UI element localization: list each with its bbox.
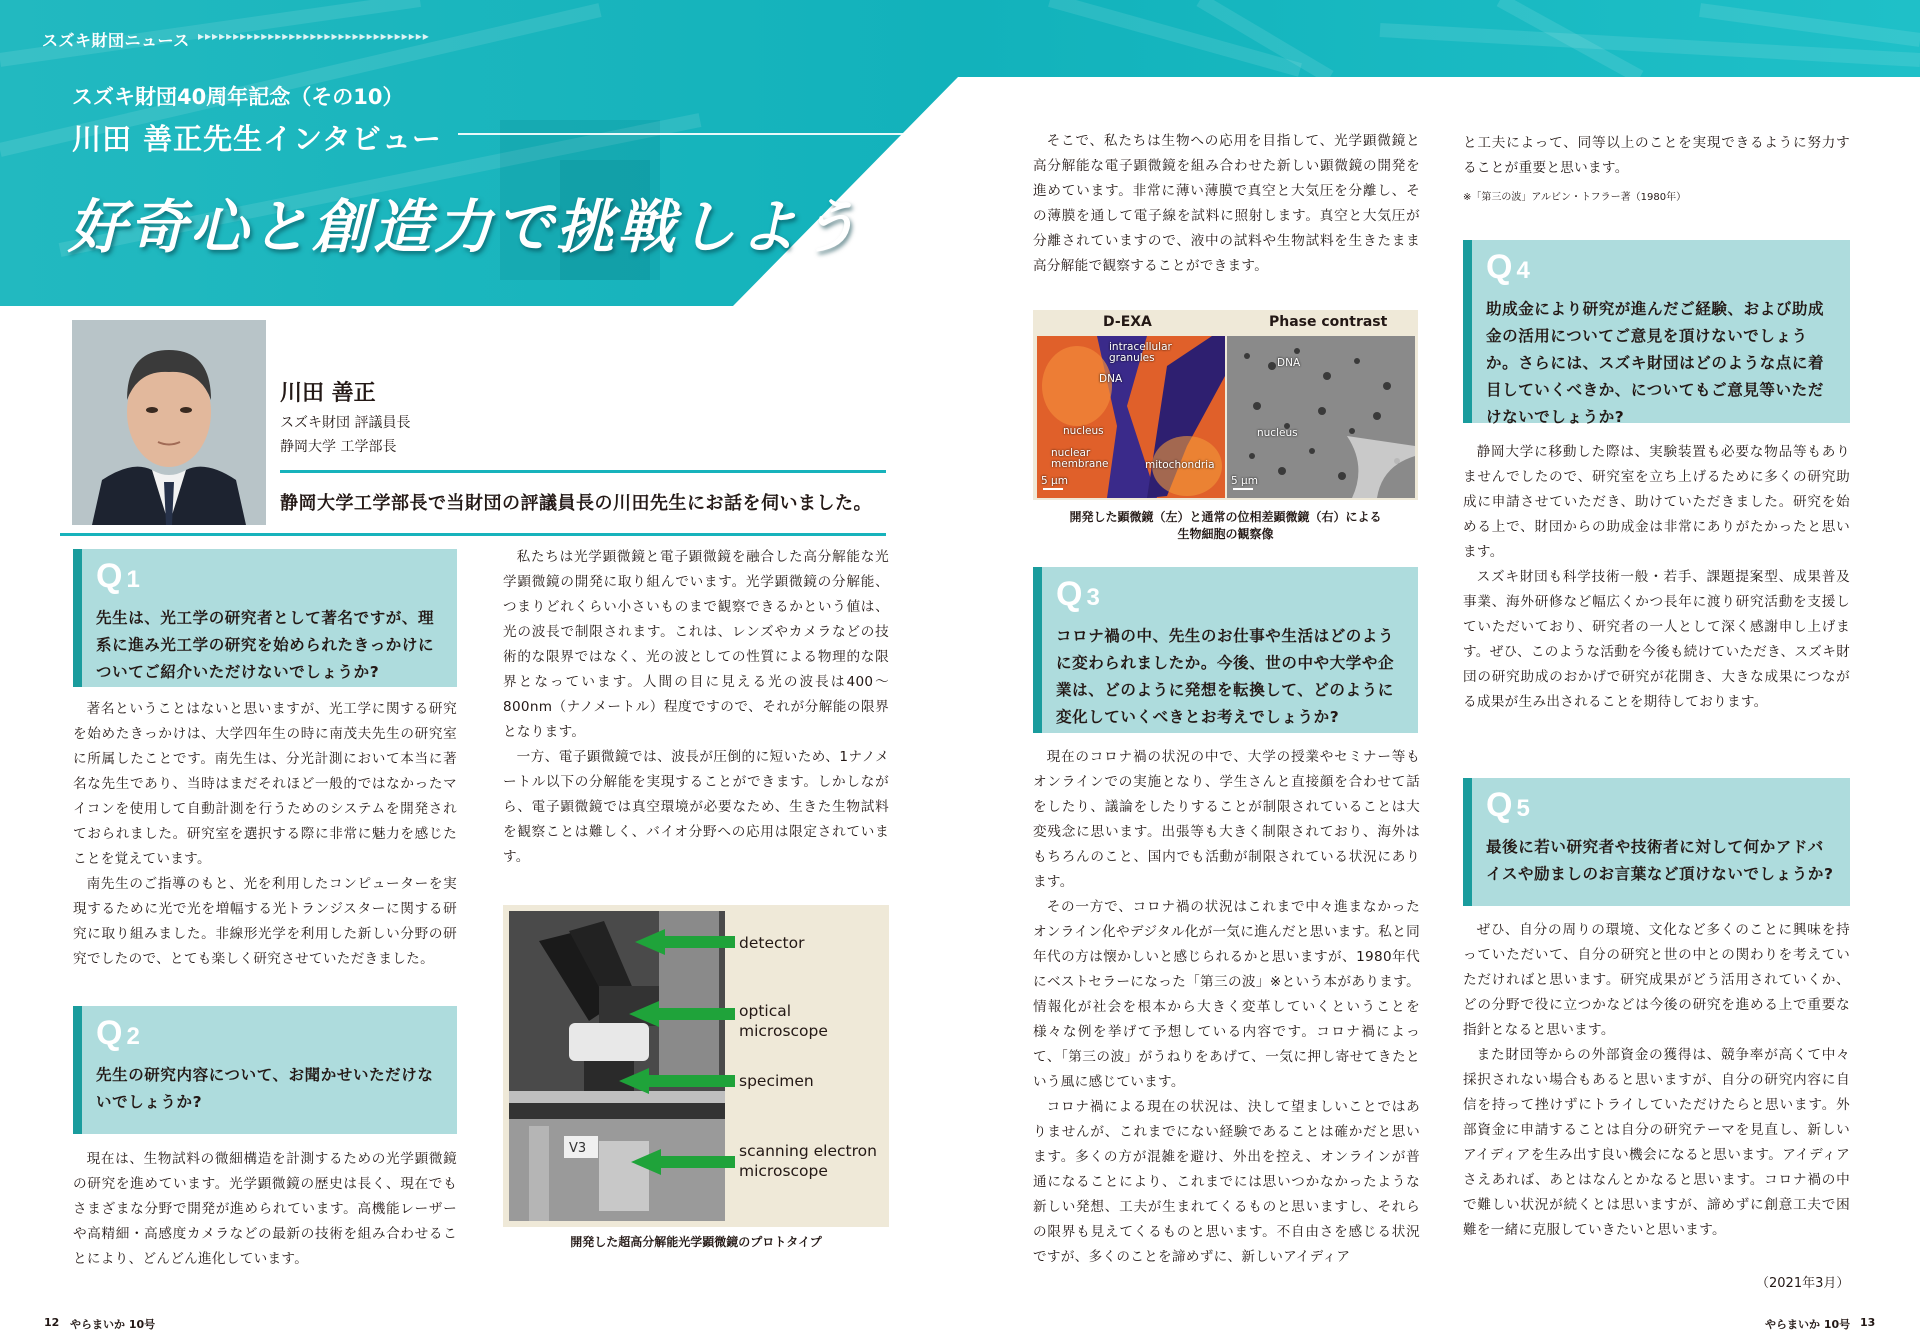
left-magazine-name: やらまいか 10号	[70, 1318, 156, 1331]
phase-contrast-panel	[1227, 336, 1415, 498]
cell-images-figure	[1033, 310, 1418, 500]
answer-1	[73, 697, 457, 972]
panel-title-left: D-EXA	[1103, 314, 1152, 330]
annotation-mitochondria: mitochondria	[1145, 459, 1215, 471]
question-letter: Q	[96, 557, 123, 595]
section-label: スズキ財団ニュース	[42, 31, 190, 50]
answer-paragraph: コロナ禍による現在の状況は、決して望ましいことではありませんが、これまでにない経験であることは確かだと思います。多くの方が混雑を避け、外出を控え、オンラインが普通になることにより、これまでには思いつかなかったような新しい発想、工夫が生まれてくるものと思いますし、それらの限界も見えてくるものと思います。不自由さを感じる状況ですが、多くのことを諦めずに、新しいアイディア	[1033, 1099, 1420, 1265]
answer-4	[1463, 440, 1850, 715]
answer-2-part-2	[503, 545, 889, 870]
interviewee-name: 川田 善正	[280, 381, 376, 406]
microscope-caption: 開発した超高分解能光学顕微鏡のプロトタイプ	[570, 1235, 822, 1249]
question-letter: Q	[1486, 248, 1513, 286]
divider-rule	[280, 470, 886, 473]
arrow-detector-icon	[635, 929, 735, 955]
question-letter: Q	[1056, 575, 1083, 613]
annotation-dna: DNA	[1099, 373, 1123, 385]
question-digit: 1	[126, 566, 140, 593]
question-box-4	[1463, 240, 1850, 426]
answer-paragraph: ぜひ、自分の周りの環境、文化など多くのことに興味を持っていただいて、自分の研究と世の中との関わりを考えていただければと思います。研究成果がどう活用されていくか、どの分野で役に立つかなどは今後の研究を進める上で重要な指針となると思います。	[1463, 922, 1850, 1038]
question-text: 助成金により研究が進んだご経験、および助成金の活用についてご意見を頂けないでしょうか。さらには、スズキ財団はどのような点に着目していくべきか、についてもご意見等いただけないでしょうか?	[1486, 300, 1825, 426]
question-digit: 3	[1086, 584, 1100, 611]
interview-date: （2021年3月）	[1756, 1276, 1850, 1291]
question-number	[1056, 575, 1404, 617]
annotation-nuclear-membrane: nuclear membrane	[1051, 447, 1109, 470]
dexa-panel	[1037, 336, 1225, 498]
answer-paragraph: 南先生のご指導のもと、光を利用したコンピューターを実現するために光で光を増幅する光トランジスターに関する研究に取り組みました。非線形光学を利用した新しい分野の研究でしたので、とても楽しく研究させていただきました。	[73, 876, 457, 967]
question-digit: 2	[126, 1023, 140, 1050]
answer-paragraph: 一方、電子顕微鏡では、波長が圧倒的に短いため、1ナノメートル以下の分解能を実現することができます。しかしながら、電子顕微鏡では真空環境が必要なため、生きた生物試料を観察ことは難しく、バイオ分野への応用は限定されています。	[503, 749, 889, 865]
question-text: 先生の研究内容について、お聞かせいただけないでしょうか?	[96, 1066, 434, 1111]
annotation-nucleus: nucleus	[1257, 427, 1298, 439]
article-subtitle: 川田 善正先生インタビュー	[72, 122, 442, 156]
answer-paragraph: 現在のコロナ禍の状況の中で、大学の授業やセミナー等もオンラインでの実施となり、学生さんと直接顔を合わせて話をしたり、議論をしたりすることが制限されていることは大変残念に思います。出張等も大きく制限されており、海外はもちろんのこと、国内でも活動が制限されている状況にあります。	[1033, 749, 1420, 890]
answer-3-part-2	[1463, 131, 1850, 181]
answer-paragraph: 静岡大学に移動した際は、実験装置も必要な物品等もありませんでしたので、研究室を立ち上げるために多くの研究助成に申請させていただき、助けていただきました。研究を始める上で、財団からの助成金は非常にありがたかったと思います。	[1463, 444, 1850, 560]
arrow-optical-icon	[629, 1001, 735, 1027]
annotation-granules: intracellular granules	[1109, 341, 1172, 364]
question-box-1	[73, 549, 457, 687]
answer-2-part-1	[73, 1147, 457, 1272]
question-digit: 5	[1516, 795, 1530, 822]
scale-bar-label: 5 μm	[1041, 475, 1068, 487]
label-optical-microscope: optical microscope	[739, 1002, 828, 1040]
answer-3-part-1	[1033, 745, 1420, 1270]
cell-images-caption-line-1: 開発した顕微鏡（左）と通常の位相差顕微鏡（右）による	[1069, 510, 1382, 524]
question-text: 先生は、光工学の研究者として著名ですが、理系に進み光工学の研究を始められたきっかけについてご紹介いただけないでしょうか?	[96, 609, 435, 681]
answer-paragraph: 現在は、生物試料の微細構造を計測するための光学顕微鏡の研究を進めています。光学顕微鏡の歴史は長く、現在でもさまざまな分野で開発が進められています。高機能レーザーや高精細・高感度カメラなどの最新の技術を組み合わせることにより、どんどん進化しています。	[73, 1151, 457, 1267]
answer-paragraph: 著名ということはないと思いますが、光工学に関する研究を始めたきっかけは、大学四年生の時に南茂夫先生の研究室に所属したことです。南先生は、分光計測において本当に著名な先生であり、当時はまだそれほど一般的ではなかったマイコンを使用して自動計測を行うためのシステムを開発されておられました。研究室を選択する際に非常に魅力を感じたことを覚えています。	[73, 701, 457, 867]
question-box-5	[1463, 778, 1850, 906]
article-kicker: スズキ財団40周年記念（その10）	[72, 85, 404, 109]
question-text: コロナ禍の中、先生のお仕事や生活はどのように変わられましたか。今後、世の中や大学や企業は、どのように発想を転換して、どのように変化していくべきとお考えでしょうか?	[1056, 627, 1395, 726]
subtitle-rule	[458, 133, 913, 135]
left-page-number: 12	[44, 1316, 60, 1329]
answer-paragraph: また財団等からの外部資金の獲得は、競争率が高くて中々採択されない場合もあると思いますが、自分の研究内容に自信を持って挫けずにトライしていただけたらと思います。外部資金に申請することは自分の研究テーマを見直し、新しいアイディアを生み出す良い機会になると思います。アイディアさえあれば、あとはなんとかなると思います。コロナ禍の中で難しい状況が続くとは思いますが、諦めずに創意工夫で困難を一緒に克服していきたいと思います。	[1463, 1047, 1850, 1238]
question-text: 最後に若い研究者や技術者に対して何かアドバイスや励ましのお言葉など頂けないでしょうか?	[1486, 838, 1834, 883]
interviewee-role: スズキ財団 評議員長	[280, 415, 411, 431]
question-box-2	[73, 1006, 457, 1134]
phase-contrast-image	[1227, 336, 1415, 498]
answer-paragraph: その一方で、コロナ禍の状況はこれまで中々進まなかったオンライン化やデジタル化が一気に進んだと思います。私と同年代の方は懐かしいと感じられるかと思いますが、1980年代にベストセラーになった「第三の波」※という本があります。情報化が社会を根本から大きく変革していくということを様々な例を挙げて予想している内容です。コロナ禍によって、「第三の波」がうねりをあげて、一気に押し寄せてきたという風に感じています。	[1033, 899, 1420, 1090]
footnote: ※「第三の波」アルビン・トフラー著（1980年）	[1463, 192, 1687, 203]
answer-paragraph: と工夫によって、同等以上のことを実現できるように努力することが重要と思います。	[1463, 135, 1850, 176]
question-letter: Q	[96, 1014, 123, 1052]
article-headline: 好奇心と創造力で挑戦しよう	[68, 193, 862, 261]
question-number	[1486, 248, 1836, 290]
right-page-number: 13	[1860, 1316, 1876, 1329]
divider-rule	[60, 533, 886, 536]
label-detector: detector	[739, 934, 805, 952]
answer-paragraph: スズキ財団も科学技術一般・若手、課題提案型、成果普及事業、海外研修など幅広くかつ長年に渡り研究活動を支援していただいており、研究者の一人として深く感謝申し上げます。ぜひ、このような活動を今後も続けていただき、スズキ財団の研究助成のおかげで研究が花開き、大きな成果につながる成果が生み出されることを期待しております。	[1463, 569, 1850, 710]
label-specimen: specimen	[739, 1072, 814, 1090]
question-letter: Q	[1486, 786, 1513, 824]
section-arrow-decoration: ▸▸▸▸▸▸▸▸▸▸▸▸▸▸▸▸▸▸▸▸▸▸▸▸▸▸▸▸▸▸▸▸▸	[198, 29, 430, 43]
lead-text: 静岡大学工学部長で当財団の評議員長の川田先生にお話を伺いました。	[280, 493, 872, 514]
portrait-photo	[72, 320, 266, 525]
right-magazine-name: やらまいか 10号	[1765, 1318, 1851, 1331]
panel-title-right: Phase contrast	[1269, 314, 1388, 330]
question-number	[1486, 786, 1836, 828]
answer-paragraph: 私たちは光学顕微鏡と電子顕微鏡を融合した高分解能な光学顕微鏡の開発に取り組んでいます。光学顕微鏡の分解能、つまりどれくらい小さいものまで観察できるかという値は、光の波長で制限されます。これは、レンズやカメラなどの技術的な限界ではなく、光の波としての性質による物理的な限界となっています。人間の目に見える光の波長は400～800nm（ナノメートル）程度ですので、それが分解能の限界となります。	[503, 549, 889, 740]
scale-bar-label: 5 μm	[1231, 475, 1258, 487]
annotation-dna: DNA	[1277, 357, 1301, 369]
question-number	[96, 557, 443, 599]
arrow-sem-icon	[631, 1149, 735, 1175]
label-sem: scanning electron microscope	[739, 1142, 877, 1180]
question-digit: 4	[1516, 257, 1530, 284]
portrait-illustration	[72, 320, 266, 525]
sticker-label: V3	[569, 1141, 587, 1156]
answer-2-part-3	[1033, 129, 1420, 279]
interviewee-role: 静岡大学 工学部長	[280, 439, 397, 455]
answer-paragraph: そこで、私たちは生物への応用を目指して、光学顕微鏡と高分解能な電子顕微鏡を組み合わせた新しい顕微鏡の開発を進めています。非常に薄い薄膜で真空と大気圧を分離し、その薄膜を通して電子線を試料に照射します。真空と大気圧が分離されていますので、液中の試料や生物試料を生きたまま高分解能で観察することができます。	[1033, 133, 1420, 274]
annotation-nucleus: nucleus	[1063, 425, 1104, 437]
answer-5	[1463, 918, 1850, 1243]
arrow-specimen-icon	[619, 1068, 735, 1094]
question-number	[96, 1014, 443, 1056]
microscope-figure	[503, 905, 889, 1227]
cell-images-caption-line-2: 生物細胞の観察像	[1177, 527, 1274, 541]
question-box-3	[1033, 567, 1418, 733]
